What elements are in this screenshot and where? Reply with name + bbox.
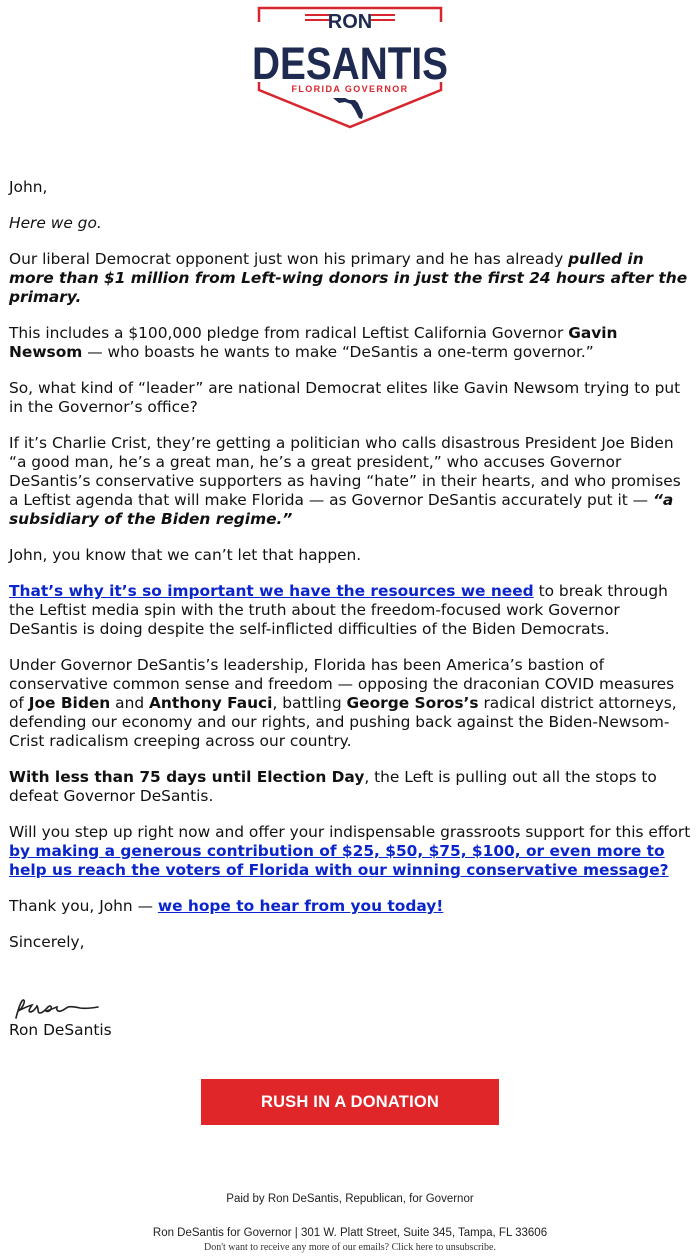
paragraph-1: Our liberal Democrat opponent just won his primary and he has already pulled in more than $1 million from Left-wing donors in just the first 24 hours after the primary.: [9, 250, 688, 306]
letter-body: [9, 178, 693, 969]
signer-name: Ron DeSantis: [9, 1021, 112, 1039]
contribution-link[interactable]: by making a generous contribution of $25, $50, $75, $100, or even more to help us reach the voters of Florida with our winning conservative message?: [9, 842, 669, 879]
intro-line: Here we go.: [9, 214, 102, 232]
signature: [10, 996, 120, 1022]
paragraph-3: So, what kind of “leader” are national Democrat elites like Gavin Newsom trying to put in the Governor’s office?: [9, 379, 681, 416]
paragraph-4: If it’s Charlie Crist, they’re getting a politician who calls disastrous President Joe Biden “a good man, he’s a great man, he’s a great president,” who accuses Governor DeSantis’s conservative supporters as having “hate” in their hearts, and who promises a Leftist agenda that will make Florida — as Governor DeSantis accurately put it — “a subsidiary of the Biden regime.”: [9, 434, 681, 528]
logo-badge: [245, 6, 455, 130]
logo-line-ron: RON: [327, 11, 373, 33]
campaign-address: Ron DeSantis for Governor | 301 W. Platt Street, Suite 345, Tampa, FL 33606: [152, 1227, 548, 1239]
paid-by-disclaimer: Paid by Ron DeSantis, Republican, for Governor: [226, 1193, 474, 1205]
hear-from-you-link[interactable]: we hope to hear from you today!: [157, 897, 444, 915]
logo-line-florida-governor: FLORIDA GOVERNOR: [291, 84, 409, 94]
resources-link[interactable]: That’s why it’s so important we have the resources we need: [9, 582, 534, 600]
signature-scribble: [10, 996, 120, 1022]
paragraph-5: John, you know that we can’t let that happen.: [9, 546, 362, 564]
campaign-logo: [245, 6, 455, 130]
paragraph-8: With less than 75 days until Election Day, the Left is pulling out all the stops to defeat Governor DeSantis.: [9, 768, 657, 805]
paragraph-10: Thank you, John — we hope to hear from you today!: [9, 897, 444, 915]
paragraph-9: Will you step up right now and offer your indispensable grassroots support for this effort by making a generous contribution of $25, $50, $75, $100, or even more to help us reach the voters of Florida with our winning conservative message?: [9, 823, 691, 879]
greeting: John,: [9, 178, 48, 196]
paragraph-6: That’s why it’s so important we have the resources we need to break through the Leftist media spin with the truth about the freedom-focused work Governor DeSantis is doing despite the self-inflicted difficulties of the Biden Democrats.: [9, 582, 668, 638]
paragraph-2: This includes a $100,000 pledge from radical Leftist California Governor Gavin Newsom — who boasts he wants to make “DeSantis a one-term governor.”: [9, 324, 618, 361]
rush-donation-button[interactable]: RUSH IN A DONATION: [201, 1079, 499, 1125]
unsubscribe-link[interactable]: Don't want to receive any more of our emails? Click here to unsubscribe.: [204, 1242, 496, 1253]
closing: Sincerely,: [9, 933, 85, 951]
paragraph-7: Under Governor DeSantis’s leadership, Florida has been America’s bastion of conservative common sense and freedom — opposing the draconian COVID measures of Joe Biden and Anthony Fauci, battling George Soros’s radical district attorneys, defending our economy and our rights, and pushing back against the Biden-Newsom-Crist radicalism creeping across our country.: [9, 656, 677, 750]
logo-line-desantis: DESANTIS: [252, 38, 448, 89]
